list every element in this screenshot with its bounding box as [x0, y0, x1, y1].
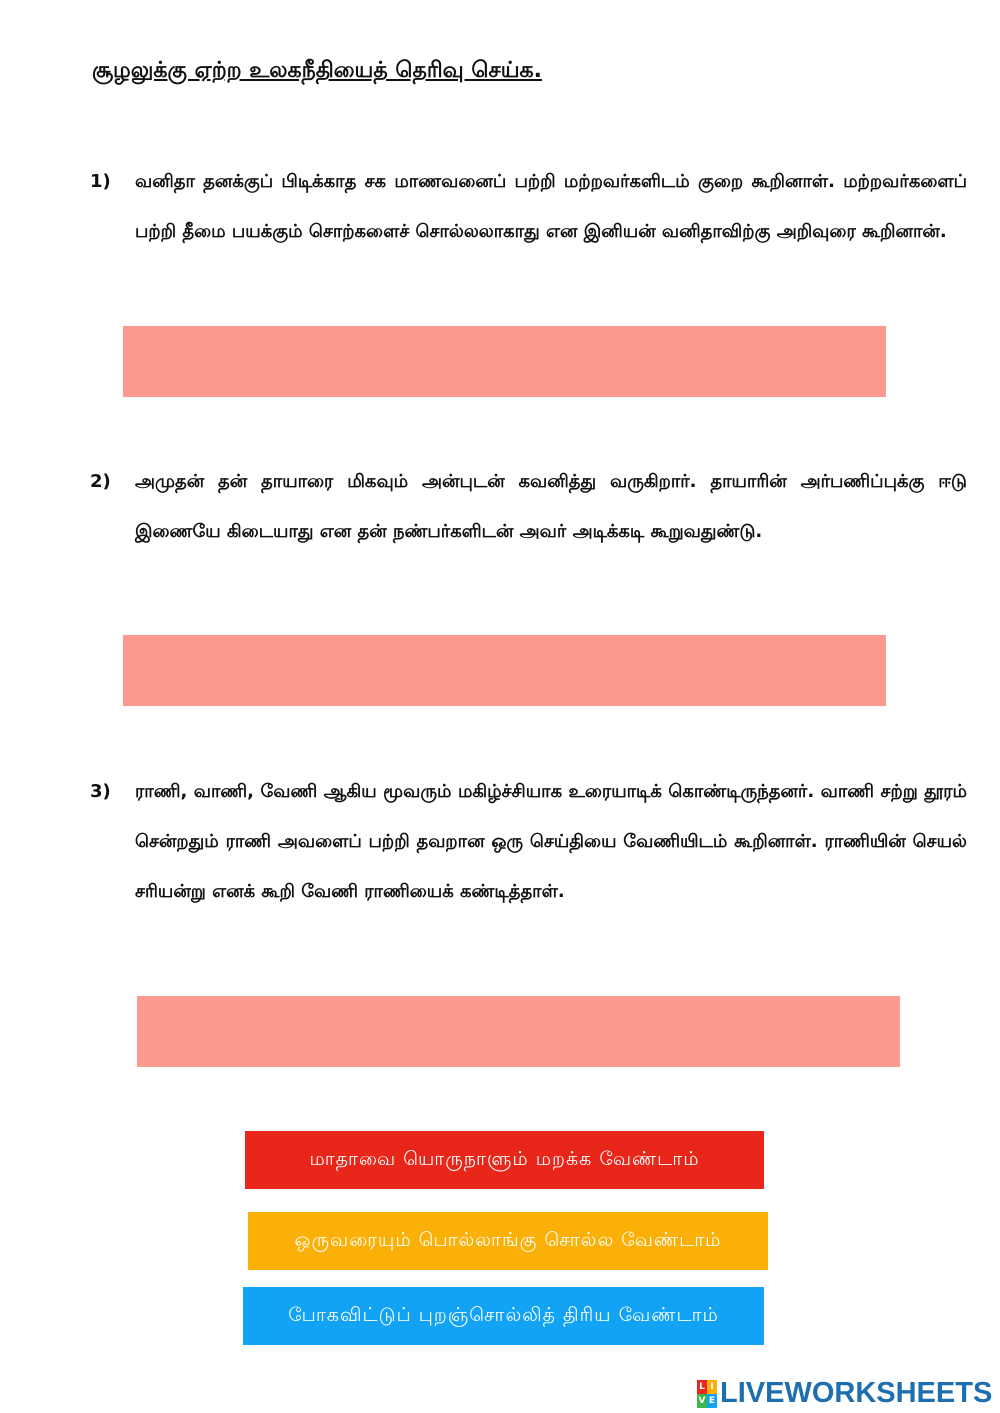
- option-label: மாதாவை யொருநாளும் மறக்க வேண்டாம்: [309, 1147, 700, 1170]
- answer-drop-zone-1[interactable]: [123, 326, 886, 397]
- question-text: வனிதா தனக்குப் பிடிக்காத சக மாணவனைப் பற்றி மற்றவர்களிடம் குறை கூறினாள். மற்றவர்களைப் பற்றி தீமை பயக்கும் சொற்களைச் சொல்லலாகாது என இனியன் வனிதாவிற்கு அறிவுரை கூறினான்.: [135, 171, 967, 242]
- logo-grid-icon: L I V E: [698, 1381, 716, 1406]
- option-card-backbiting[interactable]: [243, 1287, 764, 1345]
- answer-drop-zone-3[interactable]: [137, 996, 900, 1067]
- liveworksheets-logo[interactable]: [697, 1377, 992, 1410]
- option-card-mother[interactable]: [245, 1131, 764, 1189]
- answer-drop-zone-2[interactable]: [123, 635, 886, 706]
- question-number: 1): [90, 171, 111, 192]
- option-label: போகவிட்டுப் புறஞ்சொல்லித் திரிய வேண்டாம்: [288, 1303, 719, 1326]
- question-number: 2): [90, 471, 111, 492]
- question-text: ராணி, வாணி, வேணி ஆகிய மூவரும் மகிழ்ச்சியாக உரையாடிக் கொண்டிருந்தனர். வாணி சற்று தூரம் சென்றதும் ராணி அவளைப் பற்றி தவறான ஒரு செய்தியை வேணியிடம் கூறினாள். ராணியின் செயல் சரியன்று எனக் கூறி வேணி ராணியைக் கண்டித்தாள்.: [135, 781, 967, 902]
- option-card-gossip[interactable]: [248, 1212, 768, 1270]
- option-label: ஒருவரையும் பொல்லாங்கு சொல்ல வேண்டாம்: [294, 1228, 722, 1251]
- worksheet-title: சூழலுக்கு ஏற்ற உலகநீதியைத் தெரிவு செய்க.: [92, 58, 542, 83]
- question-text: அமுதன் தன் தாயாரை மிகவும் அன்புடன் கவனித்து வருகிறார். தாயாரின் அர்பணிப்புக்கு ஈடு இணையே கிடையாது என தன் நண்பர்களிடன் அவர் அடிக்கடி கூறுவதுண்டு.: [135, 471, 967, 542]
- logo-text: LIVEWORKSHEETS: [720, 1377, 993, 1409]
- question-number: 3): [90, 781, 111, 802]
